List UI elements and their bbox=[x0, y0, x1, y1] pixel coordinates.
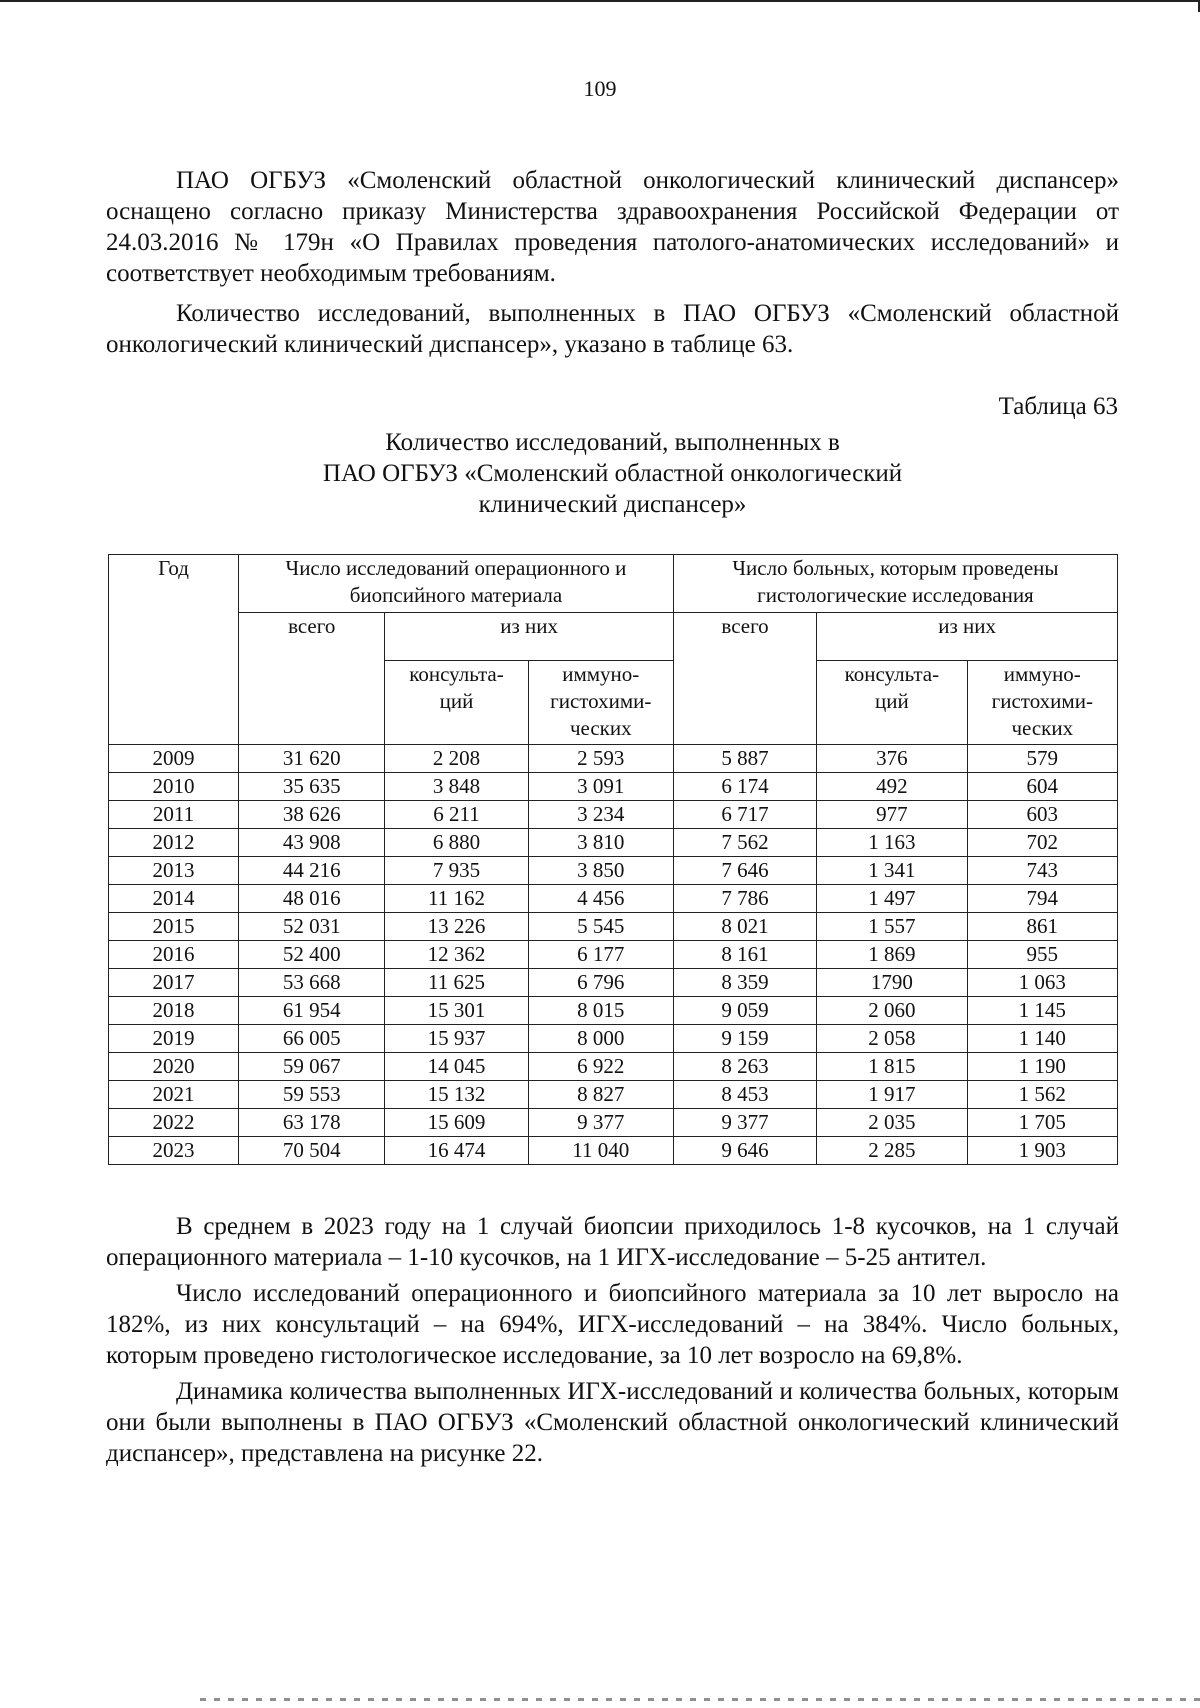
table-cell-value: 59 067 bbox=[239, 1053, 385, 1081]
table-cell-value: 3 091 bbox=[528, 773, 673, 801]
table-caption-line: Количество исследований, выполненных в bbox=[385, 429, 840, 456]
table-cell-value: 1790 bbox=[817, 969, 967, 997]
table-cell-value: 1 341 bbox=[817, 857, 967, 885]
table-row bbox=[109, 1025, 1118, 1053]
table-cell-value: 5 545 bbox=[528, 913, 673, 941]
table-row bbox=[109, 1137, 1118, 1165]
table-cell-value: 743 bbox=[967, 857, 1117, 885]
table-cell-value: 1 869 bbox=[817, 941, 967, 969]
page-number: 109 bbox=[583, 76, 617, 101]
table-cell-value: 44 216 bbox=[239, 857, 385, 885]
table-cell-value: 53 668 bbox=[239, 969, 385, 997]
table-cell-value: 977 bbox=[817, 801, 967, 829]
table-cell-value: 2 060 bbox=[817, 997, 967, 1025]
header-materials-ihc bbox=[528, 661, 673, 745]
conclusion-section bbox=[106, 1211, 1119, 1469]
table-cell-value: 1 163 bbox=[817, 829, 967, 857]
table-cell-year: 2015 bbox=[109, 913, 239, 941]
header-text-line: ческих bbox=[569, 716, 632, 740]
research-statistics-table bbox=[108, 554, 1118, 1165]
header-materials-total: всего bbox=[239, 613, 385, 745]
conclusion-text-3: Динамика количества выполненных ИГХ-исследований и количества больных, которым они были выполнены в ПАО ОГБУЗ «Смоленский областной онкологический клинический диспансер», представлена на рисунке 22. bbox=[106, 1378, 1119, 1467]
table-cell-value: 6 922 bbox=[528, 1053, 673, 1081]
table-row bbox=[109, 829, 1118, 857]
table-cell-value: 1 903 bbox=[967, 1137, 1117, 1165]
table-row bbox=[109, 1081, 1118, 1109]
table-cell-value: 8 015 bbox=[528, 997, 673, 1025]
table-cell-value: 2 208 bbox=[385, 745, 528, 773]
table-cell-value: 702 bbox=[967, 829, 1117, 857]
table-cell-value: 1 497 bbox=[817, 885, 967, 913]
intro-text-1: ПАО ОГБУЗ «Смоленский областной онкологический клинический диспансер» оснащено согласно приказу Министерства здравоохранения Российской Федерации от 24.03.2016 № 179н «О Правилах проведения патолого-анатомических исследований» и соответствует необходимым требованиям. bbox=[106, 167, 1119, 287]
table-row bbox=[109, 1053, 1118, 1081]
table-cell-value: 38 626 bbox=[239, 801, 385, 829]
header-text-line: консульта- bbox=[844, 662, 940, 686]
table-cell-value: 2 035 bbox=[817, 1109, 967, 1137]
table-cell-value: 8 827 bbox=[528, 1081, 673, 1109]
table-cell-year: 2020 bbox=[109, 1053, 239, 1081]
table-cell-value: 579 bbox=[967, 745, 1117, 773]
scan-artifact-line bbox=[200, 1698, 1200, 1701]
table-row bbox=[109, 801, 1118, 829]
table-cell-value: 1 815 bbox=[817, 1053, 967, 1081]
table-row bbox=[109, 913, 1118, 941]
header-text-line: иммуно- bbox=[1003, 662, 1081, 686]
table-cell-year: 2011 bbox=[109, 801, 239, 829]
header-materials-consultations bbox=[385, 661, 528, 745]
table-cell-value: 61 954 bbox=[239, 997, 385, 1025]
table-cell-value: 8 359 bbox=[673, 969, 816, 997]
table-cell-value: 15 937 bbox=[385, 1025, 528, 1053]
table-caption bbox=[0, 427, 1200, 520]
table-cell-value: 2 285 bbox=[817, 1137, 967, 1165]
header-text-line: иммуно- bbox=[562, 662, 640, 686]
header-text-line: ций bbox=[875, 689, 909, 713]
table-cell-value: 1 145 bbox=[967, 997, 1117, 1025]
header-text-line: гистохими- bbox=[550, 689, 652, 713]
header-group-materials: Число исследований операционного и биопсийного материала bbox=[239, 555, 674, 613]
table-cell-value: 9 377 bbox=[673, 1109, 816, 1137]
table-row bbox=[109, 997, 1118, 1025]
table-cell-value: 1 140 bbox=[967, 1025, 1117, 1053]
table-cell-value: 603 bbox=[967, 801, 1117, 829]
table-cell-value: 9 059 bbox=[673, 997, 816, 1025]
table-cell-value: 43 908 bbox=[239, 829, 385, 857]
table-cell-value: 6 880 bbox=[385, 829, 528, 857]
table-cell-value: 8 161 bbox=[673, 941, 816, 969]
table-cell-value: 2 058 bbox=[817, 1025, 967, 1053]
table-row bbox=[109, 773, 1118, 801]
table-cell-value: 2 593 bbox=[528, 745, 673, 773]
table-cell-value: 3 810 bbox=[528, 829, 673, 857]
table-cell-value: 8 263 bbox=[673, 1053, 816, 1081]
table-number-label: Таблица 63 bbox=[998, 393, 1118, 420]
table-cell-value: 6 211 bbox=[385, 801, 528, 829]
table-cell-value: 1 917 bbox=[817, 1081, 967, 1109]
table-cell-value: 48 016 bbox=[239, 885, 385, 913]
table-cell-value: 70 504 bbox=[239, 1137, 385, 1165]
table-cell-value: 15 132 bbox=[385, 1081, 528, 1109]
table-cell-value: 3 848 bbox=[385, 773, 528, 801]
table-cell-value: 63 178 bbox=[239, 1109, 385, 1137]
table-cell-year: 2010 bbox=[109, 773, 239, 801]
table-cell-value: 6 177 bbox=[528, 941, 673, 969]
header-year: Год bbox=[109, 555, 239, 745]
table-cell-value: 6 796 bbox=[528, 969, 673, 997]
table-cell-value: 7 786 bbox=[673, 885, 816, 913]
table-caption-line: клинический диспансер» bbox=[478, 491, 747, 518]
header-text-line: ческих bbox=[1011, 716, 1074, 740]
table-cell-value: 11 040 bbox=[528, 1137, 673, 1165]
header-text-line: ций bbox=[439, 689, 474, 713]
table-cell-year: 2019 bbox=[109, 1025, 239, 1053]
table-cell-value: 6 717 bbox=[673, 801, 816, 829]
table-cell-value: 14 045 bbox=[385, 1053, 528, 1081]
table-cell-value: 794 bbox=[967, 885, 1117, 913]
table-cell-year: 2017 bbox=[109, 969, 239, 997]
table-cell-year: 2013 bbox=[109, 857, 239, 885]
table-cell-value: 376 bbox=[817, 745, 967, 773]
table-cell-value: 15 609 bbox=[385, 1109, 528, 1137]
table-row bbox=[109, 885, 1118, 913]
table-cell-year: 2021 bbox=[109, 1081, 239, 1109]
table-cell-value: 9 646 bbox=[673, 1137, 816, 1165]
table-cell-value: 9 159 bbox=[673, 1025, 816, 1053]
table-cell-year: 2016 bbox=[109, 941, 239, 969]
table-cell-value: 8 000 bbox=[528, 1025, 673, 1053]
conclusion-text-2: Число исследований операционного и биопсийного материала за 10 лет выросло на 182%, из них консультаций – на 694%, ИГХ-исследований – на 384%. Число больных, которым проведено гистологическое исследование, за 10 лет возросло на 69,8%. bbox=[106, 1280, 1119, 1369]
table-cell-value: 52 031 bbox=[239, 913, 385, 941]
table-cell-value: 35 635 bbox=[239, 773, 385, 801]
top-border-line bbox=[0, 0, 1200, 2]
table-cell-value: 604 bbox=[967, 773, 1117, 801]
header-text-line: консульта- bbox=[409, 662, 504, 686]
header-text-line: гистохими- bbox=[991, 689, 1093, 713]
intro-paragraph-2 bbox=[106, 298, 1119, 360]
table-cell-value: 66 005 bbox=[239, 1025, 385, 1053]
header-materials-of-them: из них bbox=[385, 613, 674, 661]
table-cell-value: 4 456 bbox=[528, 885, 673, 913]
table-cell-value: 13 226 bbox=[385, 913, 528, 941]
table-cell-value: 6 174 bbox=[673, 773, 816, 801]
table-cell-value: 1 562 bbox=[967, 1081, 1117, 1109]
table-row bbox=[109, 857, 1118, 885]
table-cell-value: 12 362 bbox=[385, 941, 528, 969]
table-cell-value: 8 021 bbox=[673, 913, 816, 941]
table-row bbox=[109, 941, 1118, 969]
table-cell-value: 11 162 bbox=[385, 885, 528, 913]
table-body bbox=[109, 745, 1118, 1165]
header-patients-of-them: из них bbox=[817, 613, 1118, 661]
table-cell-year: 2018 bbox=[109, 997, 239, 1025]
table-row bbox=[109, 745, 1118, 773]
intro-paragraph-1 bbox=[106, 165, 1119, 289]
table-cell-year: 2022 bbox=[109, 1109, 239, 1137]
table-cell-value: 7 646 bbox=[673, 857, 816, 885]
table-cell-value: 1 190 bbox=[967, 1053, 1117, 1081]
table-cell-value: 492 bbox=[817, 773, 967, 801]
table-cell-value: 11 625 bbox=[385, 969, 528, 997]
table-cell-year: 2014 bbox=[109, 885, 239, 913]
table-cell-value: 5 887 bbox=[673, 745, 816, 773]
table-cell-year: 2023 bbox=[109, 1137, 239, 1165]
table-cell-value: 7 935 bbox=[385, 857, 528, 885]
table-cell-value: 1 557 bbox=[817, 913, 967, 941]
header-group-patients: Число больных, которым проведены гистологические исследования bbox=[673, 555, 1117, 613]
table-cell-value: 861 bbox=[967, 913, 1117, 941]
header-patients-total: всего bbox=[673, 613, 816, 745]
table-cell-value: 31 620 bbox=[239, 745, 385, 773]
table-cell-value: 3 850 bbox=[528, 857, 673, 885]
table-cell-year: 2009 bbox=[109, 745, 239, 773]
conclusion-text-1: В среднем в 2023 году на 1 случай биопсии приходилось 1-8 кусочков, на 1 случай операционного материала – 1-10 кусочков, на 1 ИГХ-исследование – 5-25 антител. bbox=[106, 1213, 1119, 1271]
table-cell-value: 7 562 bbox=[673, 829, 816, 857]
table-row bbox=[109, 969, 1118, 997]
table-cell-value: 9 377 bbox=[528, 1109, 673, 1137]
table-cell-value: 15 301 bbox=[385, 997, 528, 1025]
table-caption-line: ПАО ОГБУЗ «Смоленский областной онкологический bbox=[322, 460, 903, 487]
table-cell-value: 8 453 bbox=[673, 1081, 816, 1109]
table-cell-value: 3 234 bbox=[528, 801, 673, 829]
intro-text-2: Количество исследований, выполненных в ПАО ОГБУЗ «Смоленский областной онкологический клинический диспансер», указано в таблице 63. bbox=[106, 300, 1119, 358]
table-cell-value: 955 bbox=[967, 941, 1117, 969]
header-patients-consultations bbox=[817, 661, 967, 745]
table-row bbox=[109, 1109, 1118, 1137]
table-cell-value: 16 474 bbox=[385, 1137, 528, 1165]
table-cell-value: 1 705 bbox=[967, 1109, 1117, 1137]
table-cell-year: 2012 bbox=[109, 829, 239, 857]
header-patients-ihc bbox=[967, 661, 1117, 745]
table-cell-value: 59 553 bbox=[239, 1081, 385, 1109]
table-cell-value: 52 400 bbox=[239, 941, 385, 969]
table-cell-value: 1 063 bbox=[967, 969, 1117, 997]
